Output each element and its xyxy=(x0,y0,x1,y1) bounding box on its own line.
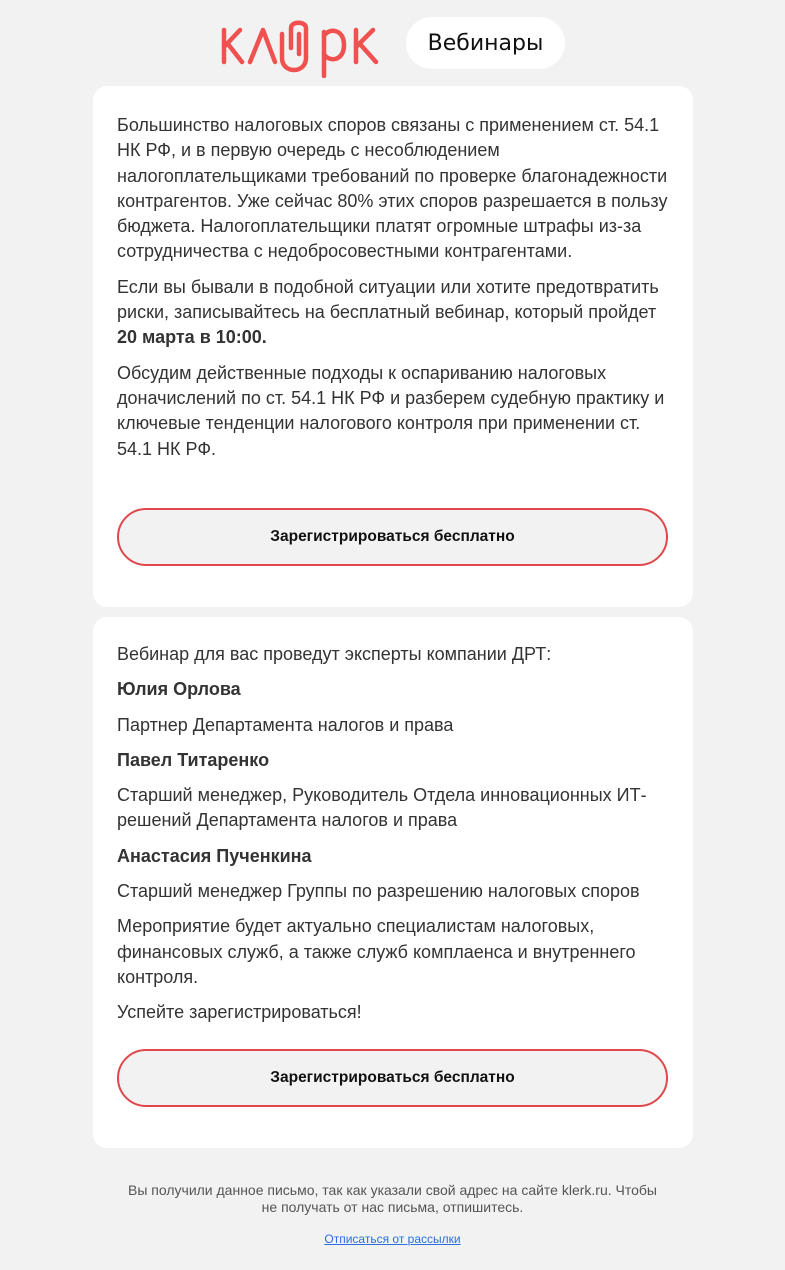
header xyxy=(0,14,785,78)
speaker-name: Павел Титаренко xyxy=(117,749,270,770)
invite-paragraph xyxy=(117,275,669,351)
speaker-name: Анастасия Пученкина xyxy=(117,845,312,866)
call-to-action: Успейте зарегистрироваться! xyxy=(117,1002,362,1023)
webinars-badge[interactable]: Вебинары xyxy=(406,17,565,69)
speakers-intro: Вебинар для вас проведут эксперты компании ДРТ: xyxy=(117,644,552,664)
unsubscribe-container xyxy=(0,1232,785,1246)
speaker-role: Старший менеджер, Руководитель Отдела инновационных ИТ-решений Департамента налогов и права xyxy=(117,785,647,831)
footer-notice: Вы получили данное письмо, так как указали свой адрес на сайте klerk.ru. Чтобы не получать от нас письма, отпишитесь. xyxy=(128,1182,657,1215)
register-button[interactable]: Зарегистрироваться бесплатно xyxy=(117,1049,668,1107)
klerk-logo[interactable] xyxy=(220,14,382,78)
speaker-role: Партнер Департамента налогов и права xyxy=(117,714,454,735)
topics-paragraph: Обсудим действенные подходы к оспариванию налоговых доначислений по ст. 54.1 НК РФ и разберем судебную практику и ключевые тенденции налогового контроля при применении ст. 54.1 НК РФ. xyxy=(117,362,665,459)
speaker-name: Юлия Орлова xyxy=(117,679,241,700)
speakers-card xyxy=(93,617,693,1148)
audience-paragraph: Мероприятие будет актуально специалистам налоговых, финансовых служб, а также служб комплаенса и внутреннего контроля. xyxy=(117,916,636,987)
webinar-date: 20 марта в 10:00. xyxy=(117,327,267,348)
speaker-role: Старший менеджер Группы по разрешению налоговых споров xyxy=(117,881,640,902)
unsubscribe-link[interactable]: Отписаться от рассылки xyxy=(324,1232,461,1246)
intro-paragraph: Большинство налоговых споров связаны с применением ст. 54.1 НК РФ, и в первую очередь с несоблюдением налогоплательщиками требований по проверке благонадежности контрагентов. Уже сейчас 80% этих споров разрешается в пользу бюджета. Налогоплательщики платят огромные штрафы из-за сотрудничества с недобросовестными контрагентами. xyxy=(117,115,668,262)
register-button[interactable]: Зарегистрироваться бесплатно xyxy=(117,508,668,566)
invite-text: Если вы бывали в подобной ситуации или хотите предотвратить риски, записывайтесь на бесплатный вебинар, который пройдет xyxy=(117,276,659,323)
intro-card xyxy=(93,86,693,607)
